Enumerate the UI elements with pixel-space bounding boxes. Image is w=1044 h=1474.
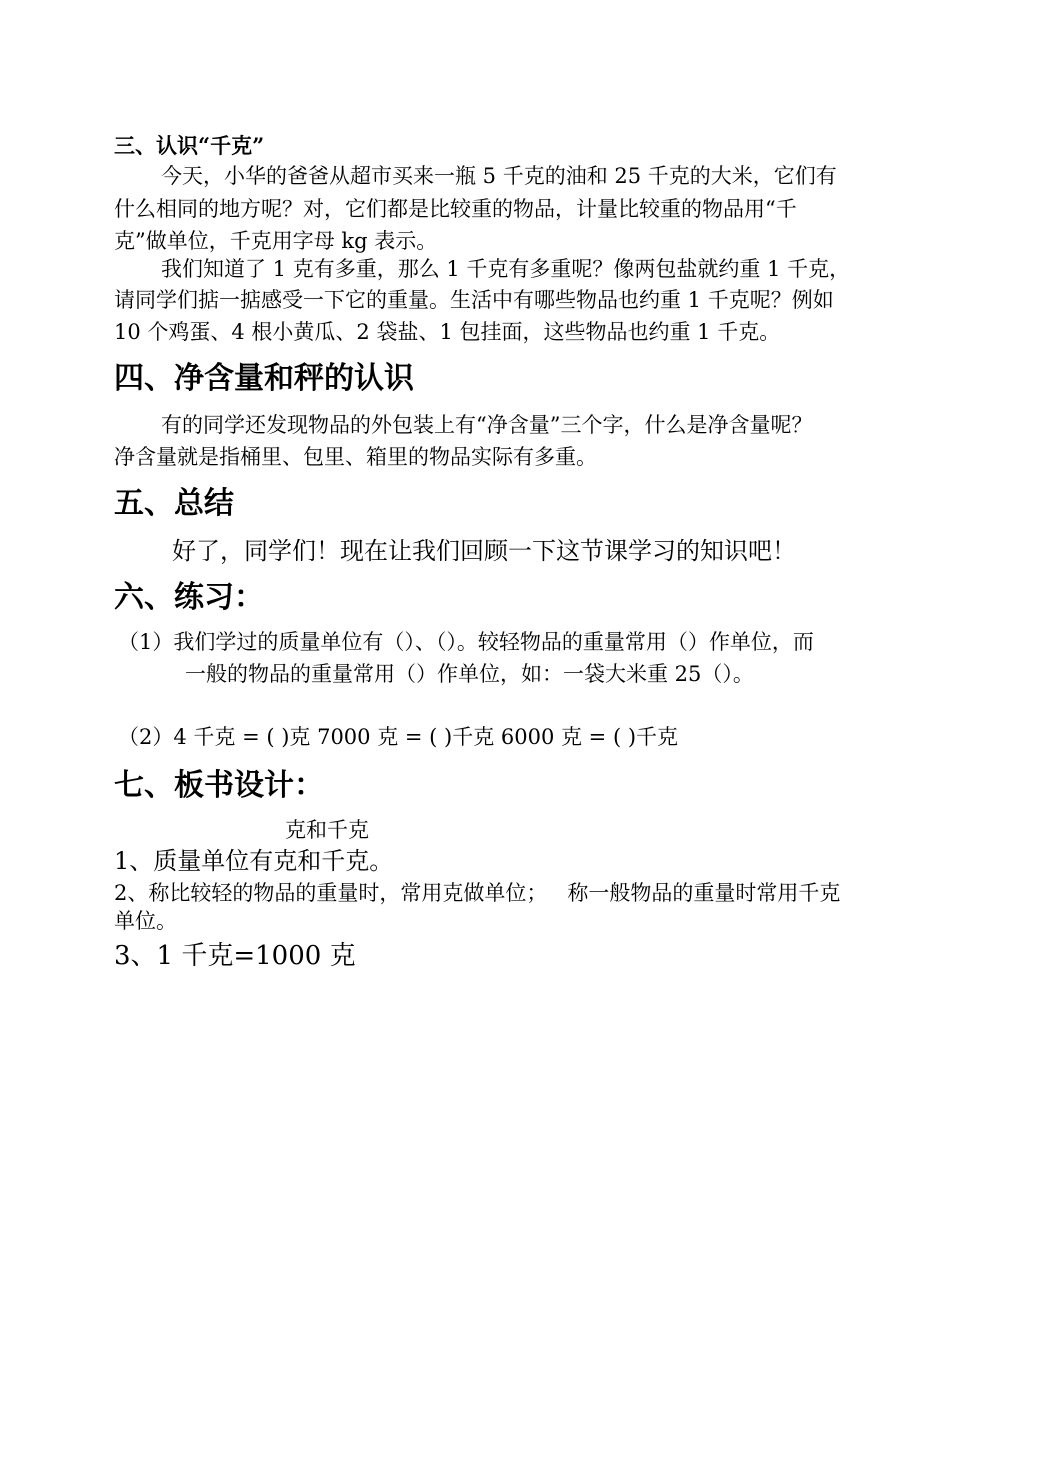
section4-p1-line1: 有的同学还发现物品的外包装上有“净含量”三个字，什么是净含量呢？ [161,413,813,437]
section3-p2-line1: 我们知道了 1 克有多重，那么 1 千克有多重呢？像两包盐就约重 1 千克， [161,257,851,281]
board-item1: 1、质量单位有克和千克。 [114,847,394,875]
section3-heading: 三、认识“千克” [114,133,265,158]
section4-heading: 四、净含量和秤的认识 [114,361,414,396]
section6-heading: 六、练习： [114,580,264,615]
exercise-q1-line2: 一般的物品的重量常用（）作单位，如：一袋大米重 25（）。 [185,662,754,686]
section3-p1-line1: 今天，小华的爸爸从超市买来一瓶 5 千克的油和 25 千克的大米，它们有 [161,164,837,188]
section5-p1: 好了，同学们！现在让我们回顾一下这节课学习的知识吧！ [172,537,796,565]
section3-p2-line3: 10 个鸡蛋、4 根小黄瓜、2 袋盐、1 包挂面，这些物品也约重 1 千克。 [114,320,781,344]
board-item2-line2: 单位。 [114,909,177,933]
board-item2-line1: 2、称比较轻的物品的重量时，常用克做单位； 称一般物品的重量时常用千克 [114,881,841,905]
section3-p2-line2: 请同学们掂一掂感受一下它的重量。生活中有哪些物品也约重 1 千克呢？例如 [114,288,834,312]
board-item3: 3、1 千克=1000 克 [114,941,356,971]
exercise-q2: （2）4 千克 = ( )克 7000 克 = ( )千克 6000 克 = ( )千克 [118,725,679,749]
exercise-q1-line1: （1）我们学过的质量单位有（）、（）。较轻物品的重量常用（）作单位，而 [118,630,814,654]
section7-heading: 七、板书设计： [114,768,324,803]
section4-p1-line2: 净含量就是指桶里、包里、箱里的物品实际有多重。 [114,445,597,469]
section5-heading: 五、总结 [114,486,234,521]
section3-p1-line2: 什么相同的地方呢？对，它们都是比较重的物品，计量比较重的物品用“千 [114,197,797,221]
board-title: 克和千克 [285,818,369,842]
section3-p1-line3: 克”做单位，千克用字母 kg 表示。 [114,229,438,253]
